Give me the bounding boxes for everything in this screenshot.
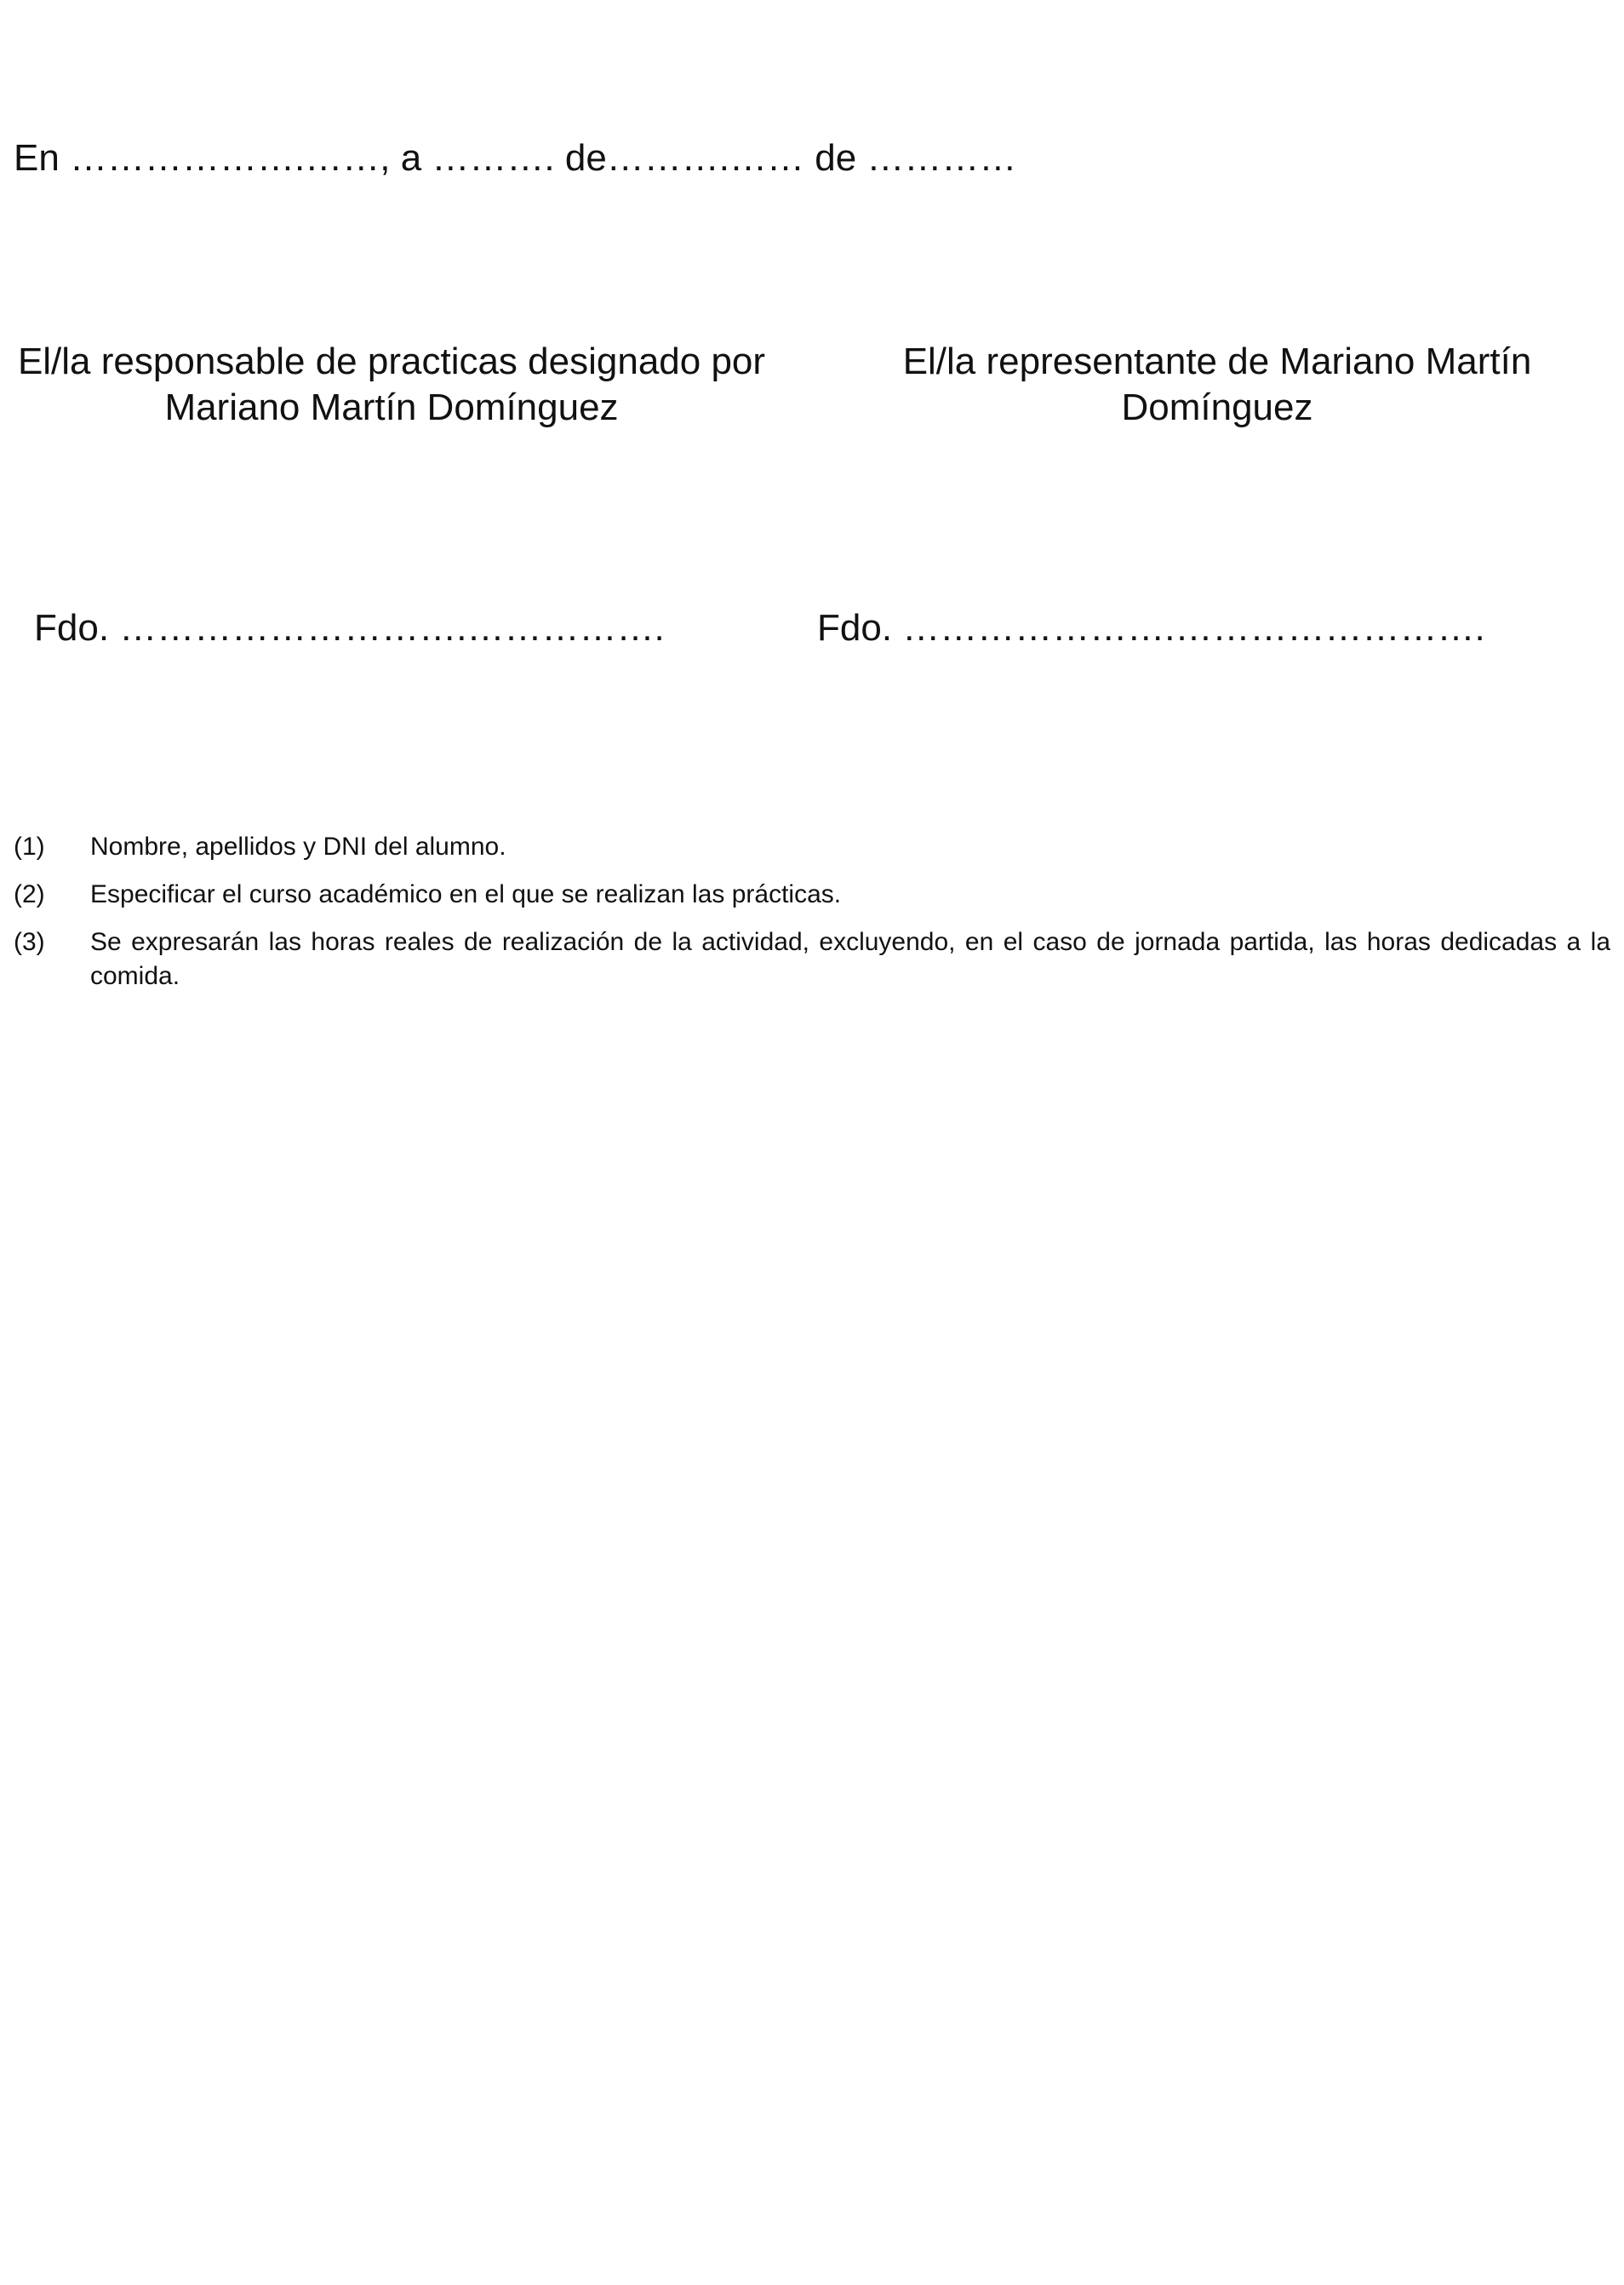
signature-title-representante: El/la representante de Mariano Martín Domínguez [902,341,1532,428]
footnote-3 [14,925,1610,994]
footnote-number: (3) [14,928,45,956]
signature-title-responsable: El/la responsable de practicas designado por Mariano Martín Domínguez [17,341,766,428]
footnote-text: Especificar el curso académico en el que se realizan las prácticas. [90,880,842,908]
footnote-text: Se expresarán las horas reales de realización de la actividad, excluyendo, en el caso de jornada partida, las horas dedicadas a la comida. [90,928,1610,990]
signature-line-representante: Fdo. ………………….……………………. [817,607,1485,649]
date-line: En ……………….……, a ………. de……….…… de ………… [14,137,1017,179]
signature-line-responsable: Fdo. ……………………….……………. [34,607,665,649]
footnote-2 [14,878,1610,912]
footnotes [14,830,1610,1007]
footnote-number: (2) [14,880,45,908]
footnote-text: Nombre, apellidos y DNI del alumno. [90,833,506,861]
footnote-1 [14,830,1610,864]
footnote-number: (1) [14,833,45,861]
